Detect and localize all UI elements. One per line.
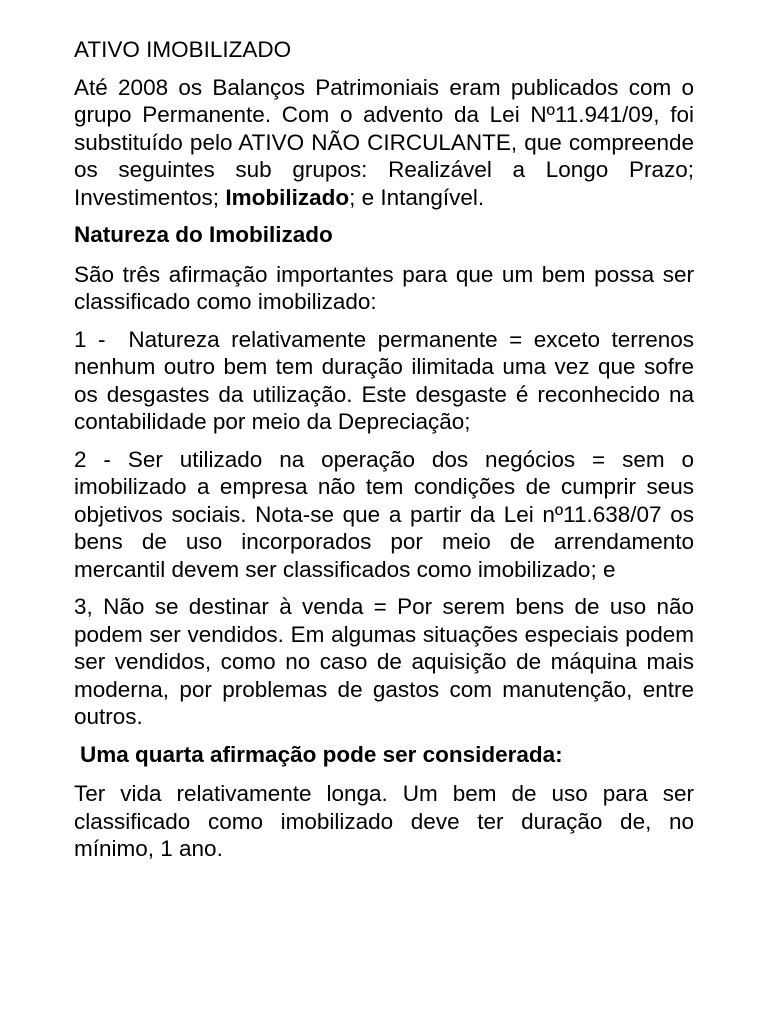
item-3-paragraph: 3, Não se destinar à venda = Por serem bens de uso não podem ser vendidos. Em algumas situações especiais podem ser vendidos, como no caso de aquisição de máquina mais moderna, por problemas de gastos com manutenção, entre outros. bbox=[74, 594, 694, 729]
fourth-heading: Uma quarta afirmação pode ser considerada: bbox=[80, 741, 563, 767]
intro-text: Até 2008 os Balanços Patrimoniais eram publicados com o grupo Permanente. Com o advento da Lei Nº11.941/09, foi substituído pelo ATIVO NÃO CIRCULANTE, que compreende os seguintes sub grupos: Realizável a Longo Prazo; Investimentos; bbox=[74, 74, 694, 210]
intro-paragraph bbox=[74, 74, 694, 212]
intro-text-end: ; e Intangível. bbox=[349, 184, 485, 210]
item-2-paragraph: 2 - Ser utilizado na operação dos negócios = sem o imobilizado a empresa não tem condições de cumprir seus objetivos sociais. Nota-se que a partir da Lei nº11.638/07 os bens de uso incorporados por meio de arrendamento mercantil devem ser classificados como imobilizado; e bbox=[74, 446, 707, 582]
item-1-paragraph: 1 - Natureza relativamente permanente = exceto terrenos nenhum outro bem tem duração ilimitada uma vez que sofre os desgastes da utilização. Este desgaste é reconhecido na contabilidade por meio da Depreciação; bbox=[74, 326, 701, 434]
document-title: ATIVO IMOBILIZADO bbox=[74, 37, 292, 62]
document-page bbox=[74, 36, 707, 873]
nature-heading: Natureza do Imobilizado bbox=[74, 222, 333, 247]
nature-intro-paragraph: São três afirmação importantes para que um bem possa ser classificado como imobilizado: bbox=[74, 261, 694, 314]
intro-bold-term: Imobilizado bbox=[225, 184, 350, 210]
fourth-paragraph: Ter vida relativamente longa. Um bem de uso para ser classificado como imobilizado deve ter duração de, no mínimo, 1 ano. bbox=[74, 781, 694, 861]
